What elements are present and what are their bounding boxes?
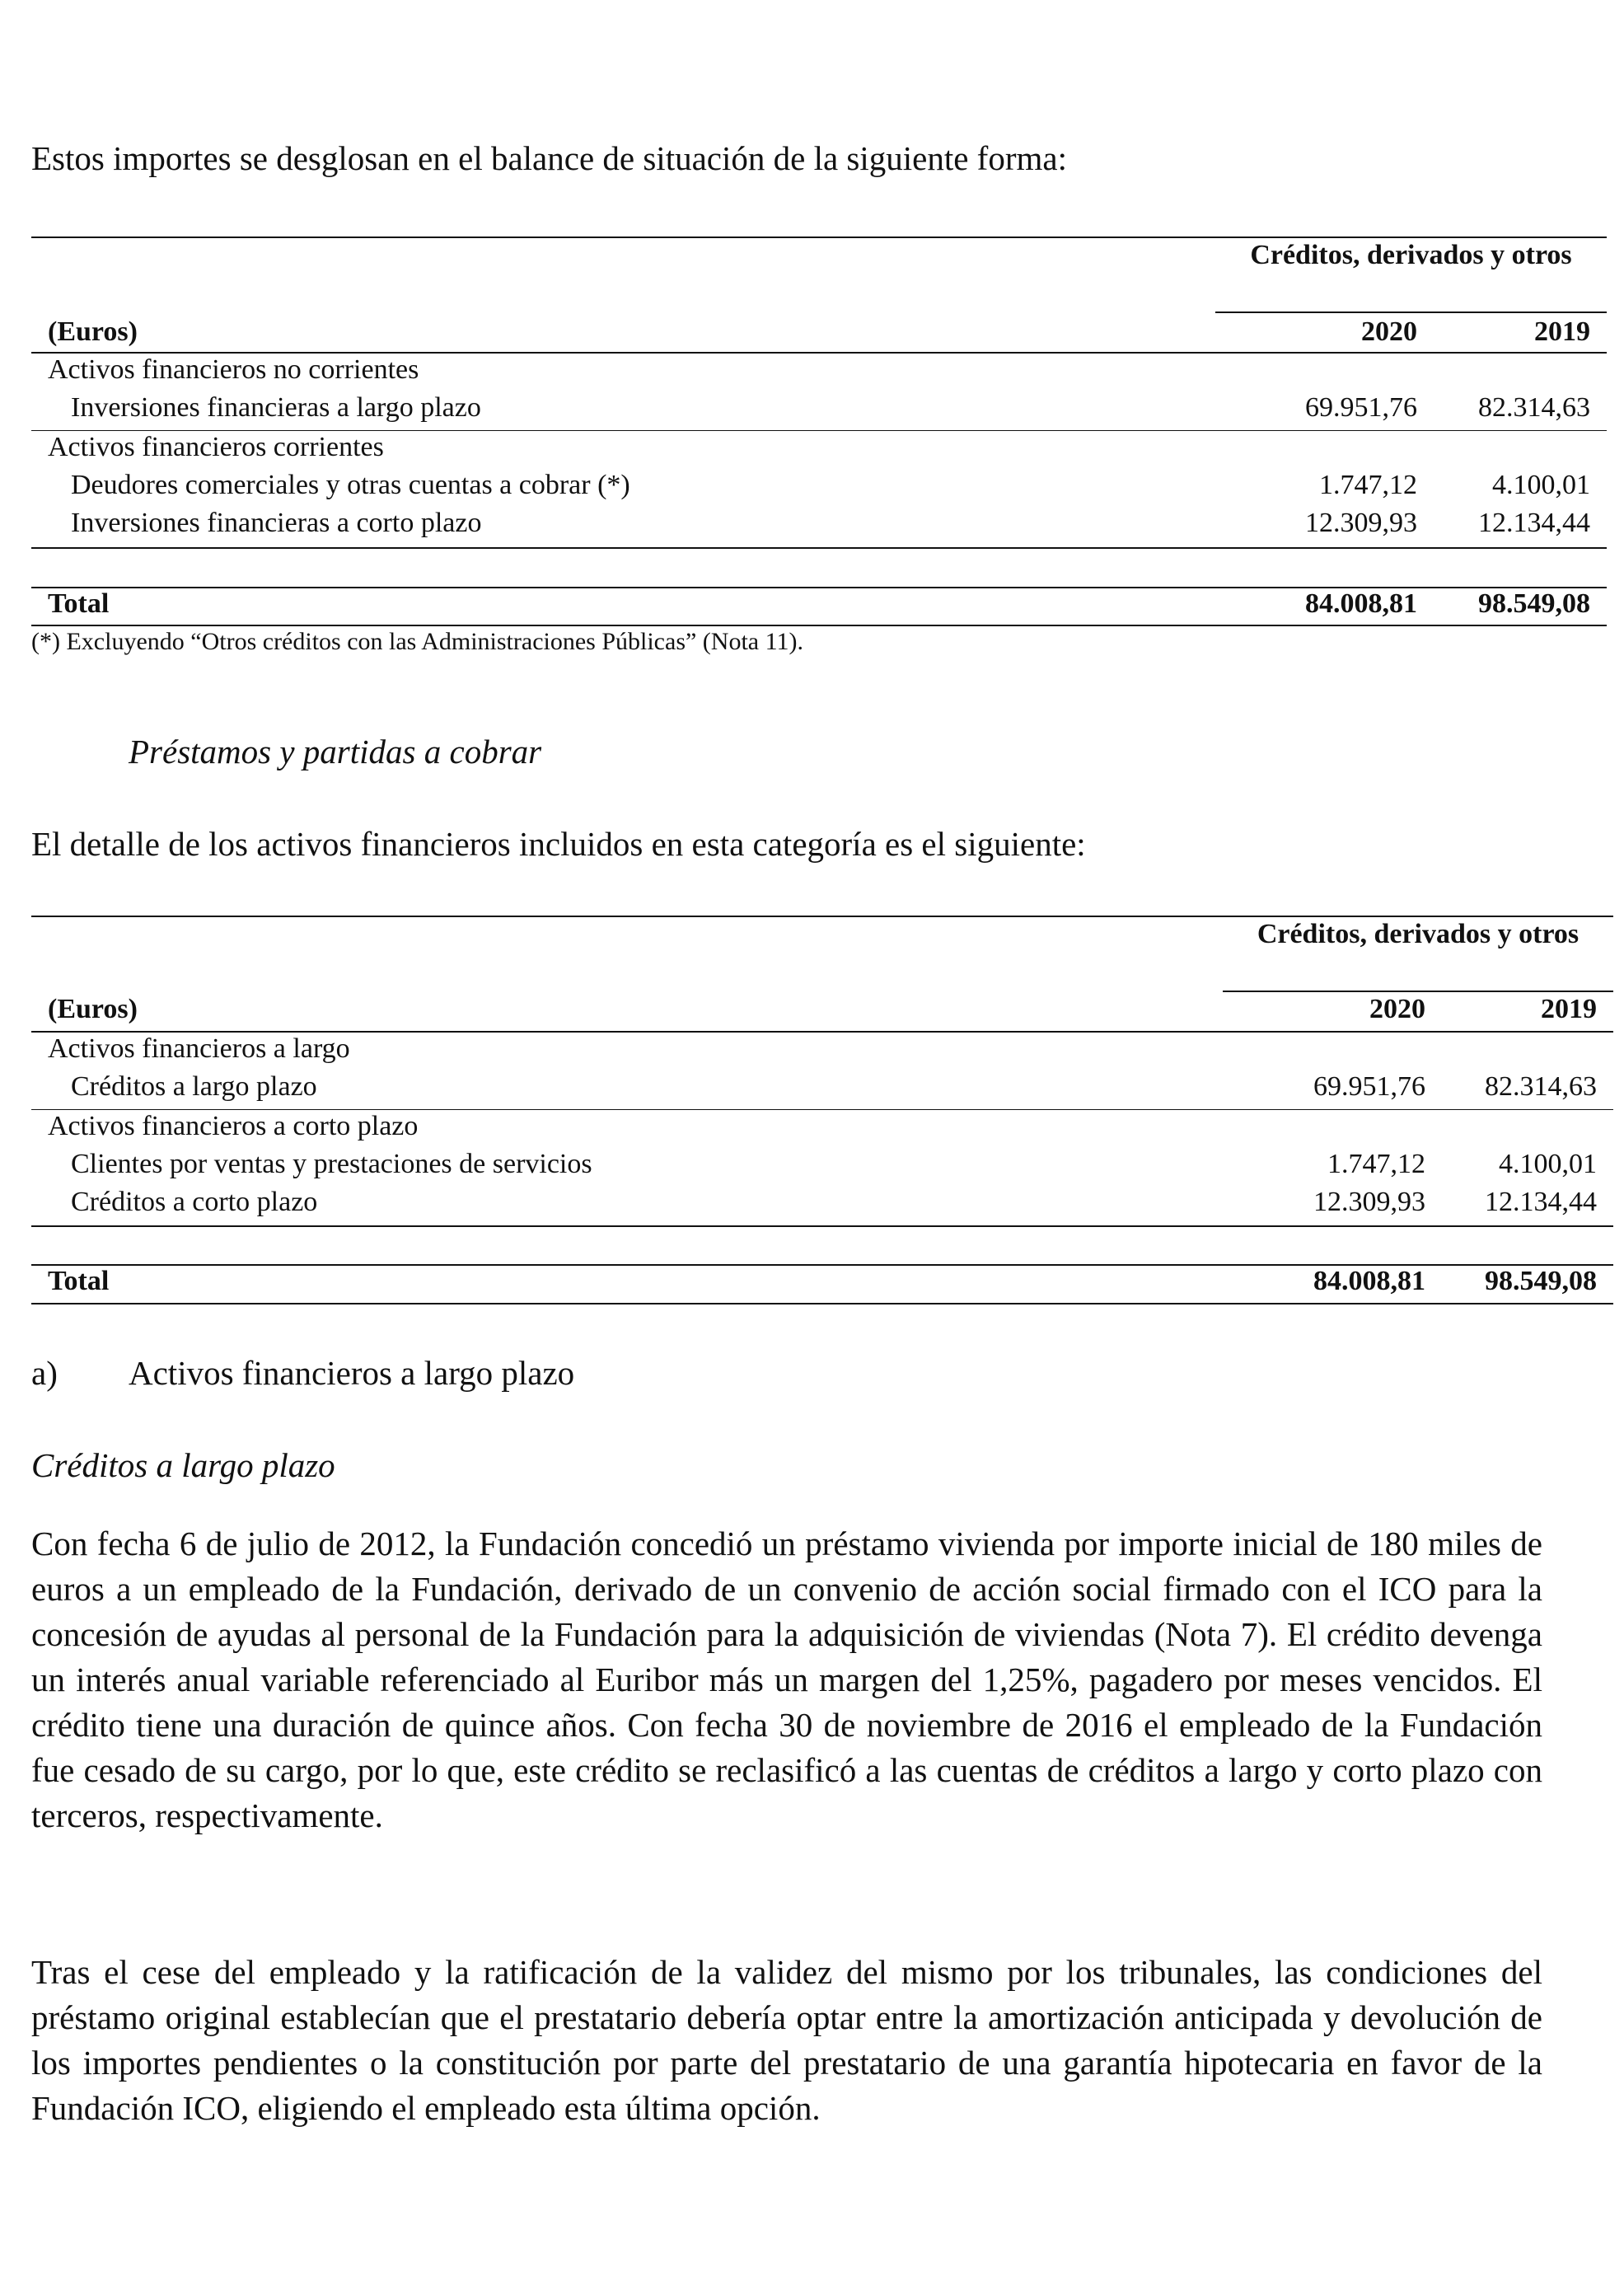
row-value-2020: 69.951,76 [1305,392,1417,423]
row-value-2019: 12.134,44 [1485,1187,1597,1217]
row-label: Activos financieros no corrientes [48,354,419,385]
row-separator [31,430,1607,431]
row-label: Inversiones financieras a corto plazo [71,508,482,538]
unit-label: (Euros) [48,994,138,1024]
group-header-rule [1223,991,1613,992]
body-bottom-rule [31,547,1607,549]
total-value-2019: 98.549,08 [1485,1266,1597,1296]
row-label: Créditos a largo plazo [71,1071,317,1102]
column-group-header: Créditos, derivados y otros [1250,240,1572,270]
intro-text-2: El detalle de los activos financieros incluidos en esta categoría es el siguiente: [31,825,1086,863]
row-value-2019: 4.100,01 [1492,470,1590,500]
column-group-header: Créditos, derivados y otros [1257,919,1580,949]
row-value-2019: 82.314,63 [1478,392,1590,423]
row-value-2020: 1.747,12 [1327,1149,1425,1179]
row-value-2020: 1.747,12 [1319,470,1417,500]
subheading-creditos-largo-plazo: Créditos a largo plazo [31,1446,335,1484]
row-label: Deudores comerciales y otras cuentas a cobrar (*) [71,470,630,500]
intro-text-1: Estos importes se desglosan en el balance de situación de la siguiente forma: [31,139,1067,177]
total-label: Total [48,1266,110,1296]
total-label: Total [48,588,110,619]
group-header-rule [1215,311,1607,313]
row-value-2020: 12.309,93 [1313,1187,1425,1217]
row-label: Inversiones financieras a largo plazo [71,392,481,423]
year-header-2020: 2020 [1361,316,1417,347]
row-value-2020: 69.951,76 [1313,1071,1425,1102]
row-label: Créditos a corto plazo [71,1187,318,1217]
paragraph-1: Con fecha 6 de julio de 2012, la Fundación concedió un préstamo vivienda por importe inicial de 180 miles de euros a un empleado de la Fundación, derivado de un convenio de acción social firmado con el ICO para la concesión de ayudas al personal de la Fundación para la adquisición de viviendas (Nota 7). El crédito devenga un interés anual variable referenciado al Euribor más un margen del 1,25%, pagadero por meses vencidos. El crédito tiene una duración de quince años. Con fecha 30 de noviembre de 2016 el empleado de la Fundación fue cesado de su cargo, por lo que, este crédito se reclasificó a las cuentas de créditos a largo y corto plazo con terceros, respectivamente. [31,1525,1542,1834]
section-marker: a) [31,1354,58,1392]
year-header-2019: 2019 [1534,316,1590,347]
year-header-2020: 2020 [1369,994,1425,1024]
row-label: Clientes por ventas y prestaciones de servicios [71,1149,592,1179]
total-value-2019: 98.549,08 [1478,588,1590,619]
row-label: Activos financieros a largo [48,1033,350,1064]
row-value-2019: 82.314,63 [1485,1071,1597,1102]
row-value-2019: 4.100,01 [1499,1149,1597,1179]
body-bottom-rule [31,1225,1613,1227]
row-separator [31,1109,1613,1110]
unit-label: (Euros) [48,316,138,347]
row-label: Activos financieros corrientes [48,432,384,462]
total-value-2020: 84.008,81 [1313,1266,1425,1296]
total-value-2020: 84.008,81 [1305,588,1417,619]
row-value-2019: 12.134,44 [1478,508,1590,538]
paragraph-2: Tras el cese del empleado y la ratificación de la validez del mismo por los tribunales, las condiciones del préstamo original establecían que el prestatario debería optar entre la amortización anticipada y devolución de los importes pendientes o la constitución por parte del prestatario de una garantía hipotecaria en favor de la Fundación ICO, eligiendo el empleado esta última opción. [31,1953,1542,2127]
header-bottom-rule [31,352,1607,354]
total-bottom-rule [31,1303,1613,1304]
header-bottom-rule [31,1031,1613,1033]
row-label: Activos financieros a corto plazo [48,1111,419,1141]
total-bottom-rule [31,625,1607,626]
table-footnote: (*) Excluyendo “Otros créditos con las Administraciones Públicas” (Nota 11). [31,628,803,655]
section-title: Activos financieros a largo plazo [129,1354,575,1392]
year-header-2019: 2019 [1541,994,1597,1024]
subheading-prestamos: Préstamos y partidas a cobrar [129,733,542,770]
row-value-2020: 12.309,93 [1305,508,1417,538]
